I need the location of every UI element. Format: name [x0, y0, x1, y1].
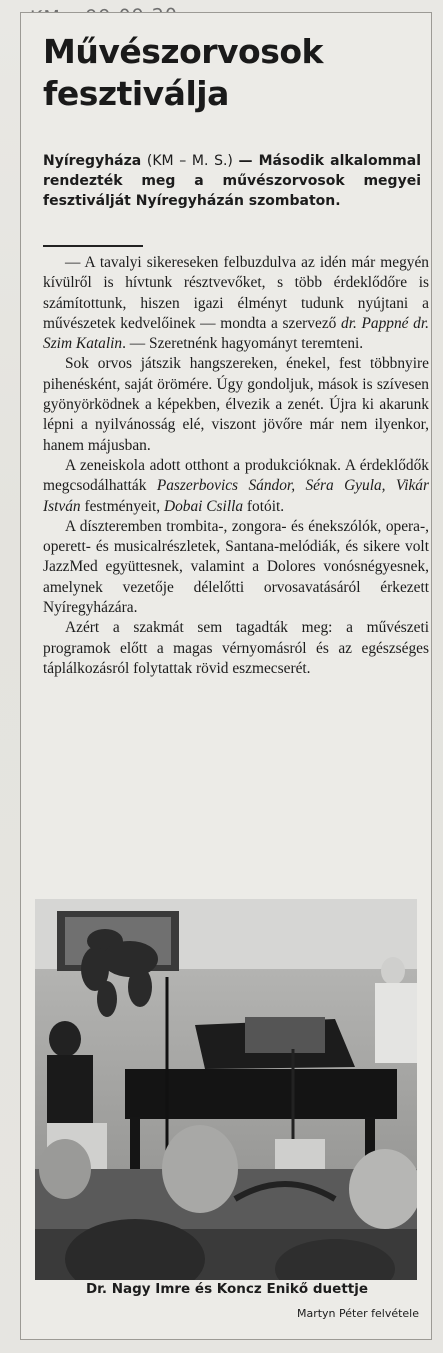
paragraph-5: Azért a szakmát sem tagadták meg: a művészeti programok előtt a magas vérnyomásról és az egészséges táplálkozásról folytattak rövid eszmecserét.: [43, 619, 429, 677]
article-lead: [43, 151, 421, 211]
concert-photo: [35, 899, 417, 1280]
paragraph-1: [43, 253, 429, 354]
article-headline: Művészorvosok fesztiválja: [43, 32, 323, 113]
paragraph-2: Sok orvos játszik hangszereken, énekel, fest többnyire pihenésként, saját örömére. Úgy gondoljuk, mások is szívesen gyönyörködnek a képekben, élvezik a zenét. Újra ki akarunk lépni a nyilvánosság elé, viszont jövőre már nem ilyenkor, hanem májusban.: [43, 355, 429, 454]
p3-text-b: festményeit,: [80, 497, 164, 515]
organizer-name: dr. Pappné dr. Szim Katalin: [43, 314, 429, 353]
p1-text-a: — A tavalyi sikereseken felbuzdulva az idén már megyén kívülről is hívtunk résztvevőket, s több érdeklődőre is számítottunk, hiszen igazi élményt tudunk nyújtani a művészetek kedvelőinek — mondta a szervező: [43, 254, 429, 332]
lead-divider: [43, 245, 143, 247]
photographer-name: Dobai Csilla: [163, 497, 244, 515]
lead-text: — Második alkalommal rendezték meg a művészorvosok megyei fesztiválját Nyíregyházán szombaton.: [43, 153, 421, 209]
paragraph-3: [43, 456, 429, 517]
photo-credit: Martyn Péter felvétele: [296, 1307, 419, 1320]
p3-text-a: A zeneiskola adott otthont a produkcióknak. A érdeklődők megcsodálhatták: [43, 456, 429, 495]
article-body: [43, 253, 429, 679]
photo-caption: Dr. Nagy Imre és Koncz Enikő duettje: [85, 1281, 369, 1297]
article-clipping: [20, 12, 432, 1340]
p1-text-b: . — Szeretnénk hagyományt teremteni.: [122, 335, 364, 353]
concert-photo-illustration: [35, 899, 417, 1280]
artist-names: Paszerbovics Sándor, Séra Gyula, Vikár István: [43, 477, 429, 515]
paragraph-4: A díszteremben trombita-, zongora- és énekszólók, opera-, operett- és musicalrészletek, Santana-melódiák, és sikere volt JazzMed együttesnek, valamint a Dolores vonósnégyesnek, amelynek vezetője délelőtti orvosavatásáról érkezett Nyíregyházára.: [43, 517, 429, 617]
lead-source: (KM – M. S.): [141, 153, 239, 169]
p3-text-c: fotóit.: [243, 497, 285, 515]
lead-city: Nyíregyháza: [43, 153, 142, 169]
